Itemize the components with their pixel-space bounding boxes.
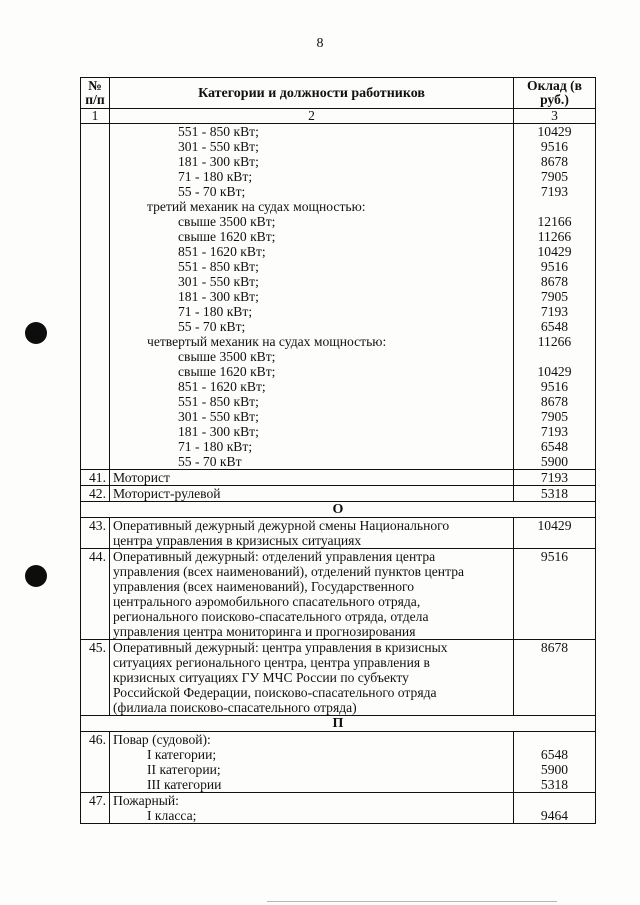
row-name-line: Оперативный дежурный дежурной смены Национального — [113, 518, 450, 533]
row-value — [514, 793, 596, 824]
row-sub-label: 551 - 850 кВт; — [178, 394, 259, 409]
row-sub-value: 6548 — [540, 439, 569, 454]
header-num-line: № — [88, 78, 102, 93]
row-sub-value: 9516 — [540, 139, 569, 154]
row-sub-label: I класса; — [147, 808, 197, 823]
row-sub-label: свыше 1620 кВт; — [178, 229, 276, 244]
row-name-line: управления (всех наименований), отделений пунктов центра — [113, 564, 465, 579]
row-sub-label: свыше 3500 кВт; — [178, 349, 276, 364]
section-row — [81, 716, 596, 732]
binder-hole — [25, 322, 47, 344]
row-number: 45. — [81, 640, 110, 716]
row-sub-label: 851 - 1620 кВт; — [178, 379, 266, 394]
table-row — [81, 518, 596, 549]
row-name-line: центрального аэромобильного спасательного отряда, — [113, 594, 421, 609]
table-row — [81, 549, 596, 640]
row-sub-value — [517, 199, 592, 214]
row-sub-label: I категории; — [147, 747, 217, 762]
column-number: 1 — [81, 109, 110, 124]
row-sub-value: 6548 — [540, 319, 569, 334]
row-sub-value: 6548 — [540, 747, 569, 762]
table-row — [81, 470, 596, 486]
row-number: 46. — [81, 732, 110, 793]
row-sub-value: 12166 — [537, 214, 572, 229]
column-number: 3 — [514, 109, 596, 124]
row-sub-label: 181 - 300 кВт; — [178, 289, 259, 304]
header-salary — [514, 78, 596, 109]
row-name-line: кризисных ситуациях ГУ МЧС России по субъекту — [113, 670, 409, 685]
table-row — [81, 640, 596, 716]
row-name — [110, 793, 514, 824]
row-name-line: центра управления в кризисных ситуациях — [113, 533, 362, 548]
row-name — [110, 640, 514, 716]
row-name: Моторист-рулевой — [110, 486, 514, 502]
row-value: 9516 — [514, 549, 596, 640]
page-number: 8 — [316, 36, 324, 51]
row-sub-value: 7905 — [540, 169, 569, 184]
row-sub-label: 71 - 180 кВт; — [178, 439, 253, 454]
row-name — [110, 549, 514, 640]
row-sub-label: 55 - 70 кВт; — [178, 184, 246, 199]
row-value: 7193 — [514, 470, 596, 486]
row-sub-value: 10429 — [537, 364, 572, 379]
row-sub-value: 8678 — [540, 154, 569, 169]
table-header-row — [81, 78, 596, 109]
row-name-line: Оперативный дежурный: центра управления в кризисных — [113, 640, 448, 655]
row-sub-value: 10429 — [537, 124, 572, 139]
row-name: Моторист — [110, 470, 514, 486]
row-sub-label: III категории — [147, 777, 222, 792]
row-number: 42. — [81, 486, 110, 502]
row-value: 10429 — [514, 518, 596, 549]
header-salary-line: Оклад (в — [527, 78, 582, 93]
row-values — [514, 124, 596, 470]
row-sub-value: 9516 — [540, 379, 569, 394]
row-sub-label: 181 - 300 кВт; — [178, 424, 259, 439]
header-num-line: п/п — [85, 92, 105, 107]
value-gap — [517, 732, 592, 747]
row-sub-label: 301 - 550 кВт; — [178, 274, 259, 289]
header-num — [81, 78, 110, 109]
row-sub-value: 10429 — [537, 244, 572, 259]
row-sub-value — [517, 349, 592, 364]
row-sub-value: 5318 — [540, 777, 569, 792]
row-sub-label: 551 - 850 кВт; — [178, 124, 259, 139]
section-row — [81, 502, 596, 518]
row-value: 5318 — [514, 486, 596, 502]
row-sub-label: 551 - 850 кВт; — [178, 259, 259, 274]
salary-table — [80, 77, 596, 824]
table-row — [81, 732, 596, 793]
row-number: 41. — [81, 470, 110, 486]
row-number: 47. — [81, 793, 110, 824]
row-value — [514, 732, 596, 793]
binder-hole — [25, 565, 47, 587]
row-name-line: (филиала поисково-спасательного отряда) — [113, 700, 357, 715]
row-sub-value: 7193 — [540, 184, 569, 199]
row-number: 43. — [81, 518, 110, 549]
value-gap — [517, 793, 592, 808]
row-sub-label: II категории; — [147, 762, 221, 777]
table-row-continuation — [81, 124, 596, 470]
column-numbers-row — [81, 109, 596, 124]
row-sub-label: свыше 1620 кВт; — [178, 364, 276, 379]
row-name-line: регионального поисково-спасательного отряда, отдела — [113, 609, 429, 624]
row-sub-value: 9464 — [540, 808, 569, 823]
row-sub-value: 8678 — [540, 274, 569, 289]
header-salary-line: руб.) — [540, 92, 569, 107]
row-sub-label: 301 - 550 кВт; — [178, 409, 259, 424]
row-sub-value: 5900 — [540, 454, 569, 469]
row-sub-label: третий механик на судах мощностью: — [147, 199, 366, 214]
row-sub-label: 71 - 180 кВт; — [178, 169, 253, 184]
row-name-line: управления (всех наименований), Государственного — [113, 579, 415, 594]
row-sub-label: 55 - 70 кВт — [178, 454, 242, 469]
row-names — [110, 124, 514, 470]
row-sub-value: 9516 — [540, 259, 569, 274]
row-name-line: Российской Федерации, поисково-спасательного отряда — [113, 685, 437, 700]
column-number: 2 — [110, 109, 514, 124]
row-name — [110, 518, 514, 549]
row-number: 44. — [81, 549, 110, 640]
row-sub-label: 301 - 550 кВт; — [178, 139, 259, 154]
table-row — [81, 793, 596, 824]
row-name-line: ситуациях регионального центра, центра управления в — [113, 655, 430, 670]
row-sub-value: 8678 — [540, 394, 569, 409]
row-name-line: управления центра мониторинга и прогнозирования — [113, 624, 416, 639]
row-sub-value: 7905 — [540, 409, 569, 424]
header-category: Категории и должности работников — [110, 78, 514, 109]
row-number — [81, 124, 110, 470]
row-sub-value: 7905 — [540, 289, 569, 304]
row-name-line: Повар (судовой): — [113, 732, 211, 747]
row-value: 8678 — [514, 640, 596, 716]
row-sub-value: 11266 — [537, 229, 572, 244]
row-sub-label: 851 - 1620 кВт; — [178, 244, 266, 259]
row-sub-value: 11266 — [537, 334, 572, 349]
row-name-line: Пожарный: — [113, 793, 179, 808]
row-name — [110, 732, 514, 793]
section-letter: П — [81, 716, 596, 732]
row-sub-label: 181 - 300 кВт; — [178, 154, 259, 169]
row-sub-label: 71 - 180 кВт; — [178, 304, 253, 319]
section-letter: О — [81, 502, 596, 518]
row-sub-value: 7193 — [540, 304, 569, 319]
table-row — [81, 486, 596, 502]
row-name-line: Оперативный дежурный: отделений управления центра — [113, 549, 436, 564]
row-sub-label: 55 - 70 кВт; — [178, 319, 246, 334]
row-sub-label: свыше 3500 кВт; — [178, 214, 276, 229]
row-sub-value: 5900 — [540, 762, 569, 777]
row-sub-value: 7193 — [540, 424, 569, 439]
row-sub-label: четвертый механик на судах мощностью: — [147, 334, 387, 349]
scan-edge-line — [267, 901, 557, 902]
